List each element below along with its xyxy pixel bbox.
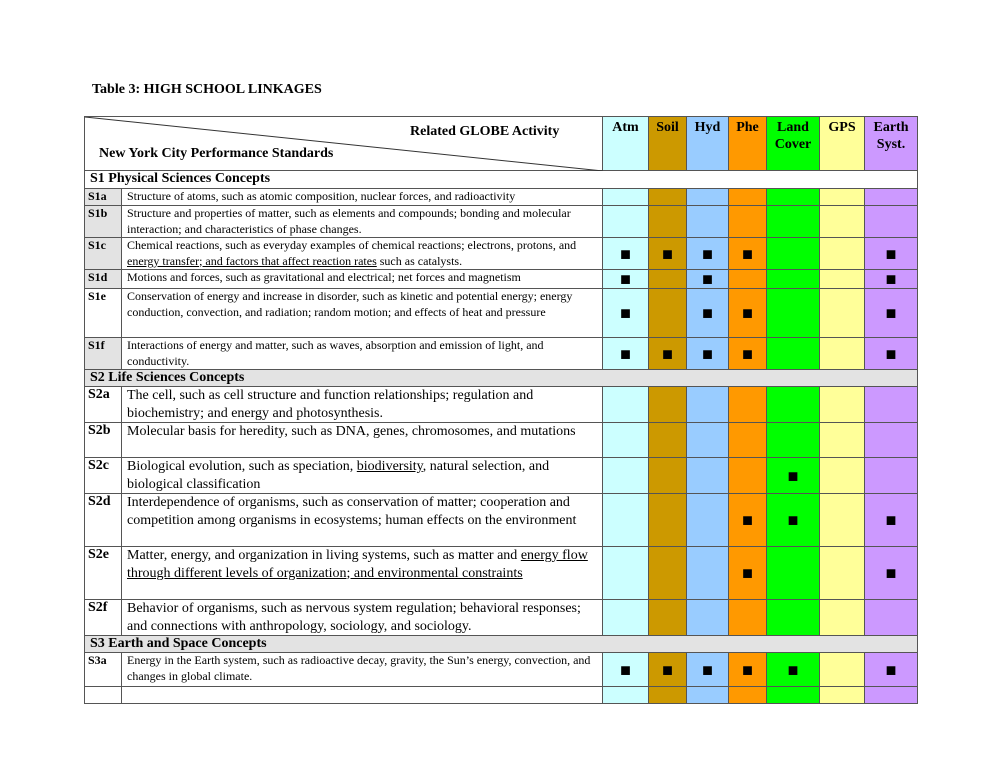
standard-description: Chemical reactions, such as everyday examples of chemical reactions; electrons, protons, and energy transfer; and factors that affect reaction rates such as catalysts. [122,238,603,270]
cell-hyd [687,206,729,238]
cell-gps [820,189,865,206]
cell-earth-syst [865,494,918,547]
cell-phe [729,653,767,687]
linkage-mark: ■ [662,243,673,264]
cell-hyd [687,270,729,289]
cell-atm [603,338,649,370]
cell-phe [729,270,767,289]
col-header-hyd: Hyd [687,117,729,171]
standard-description: Structure and properties of matter, such as elements and compounds; bonding and molecular interaction; and characteristics of phase changes. [122,206,603,238]
cell-earth-syst [865,423,918,458]
linkage-mark: ■ [787,510,799,530]
col-header-soil: Soil [649,117,687,171]
linkage-mark: ■ [620,343,631,364]
standards-label: New York City Performance Standards [99,146,334,161]
linkage-mark: ■ [742,659,753,680]
cell-soil [649,189,687,206]
standard-description: Energy in the Earth system, such as radioactive decay, gravity, the Sun’s energy, convection, and changes in global climate. [122,653,603,687]
cell-soil [649,206,687,238]
cell-gps [820,687,865,704]
cell-land-cover [767,189,820,206]
linkage-mark: ■ [885,510,897,530]
cell-soil [649,547,687,600]
linkage-mark: ■ [620,303,631,323]
cell-land-cover [767,653,820,687]
table-row [85,289,918,338]
cell-soil [649,238,687,270]
table-row [85,270,918,289]
cell-gps [820,458,865,494]
table-row [85,423,918,458]
section-header-row [85,636,918,653]
cell-hyd [687,338,729,370]
table-row [85,387,918,423]
standard-code: S1b [85,206,122,238]
cell-gps [820,387,865,423]
cell-earth-syst [865,238,918,270]
linkage-mark: ■ [742,303,753,323]
standard-code: S1d [85,270,122,289]
cell-earth-syst [865,289,918,338]
cell-soil [649,653,687,687]
underlined-text: biodiversity [356,459,423,474]
cell-earth-syst [865,270,918,289]
cell-land-cover [767,387,820,423]
related-activity-label: Related GLOBE Activity [410,124,560,139]
cell-land-cover [767,238,820,270]
cell-atm [603,494,649,547]
cell-gps [820,600,865,636]
linkage-mark: ■ [742,243,753,264]
linkage-mark: ■ [662,343,673,364]
empty-row [85,687,918,704]
standard-code: S3a [85,653,122,687]
cell-atm [603,189,649,206]
cell-hyd [687,494,729,547]
cell-soil [649,338,687,370]
cell-gps [820,206,865,238]
section-heading: S1 Physical Sciences Concepts [85,171,918,189]
col-header-gps: GPS [820,117,865,171]
cell-land-cover [767,289,820,338]
cell-land-cover [767,687,820,704]
cell-gps [820,547,865,600]
table-row [85,600,918,636]
standard-description: Behavior of organisms, such as nervous system regulation; behavioral responses; and connections with anthropology, sociology, and sociology. [122,600,603,636]
section-header-row [85,171,918,189]
cell-atm [603,206,649,238]
cell-phe [729,423,767,458]
standard-code: S2c [85,458,122,494]
cell-atm [603,289,649,338]
standard-description: The cell, such as cell structure and function relationships; regulation and biochemistry; and energy and photosynthesis. [122,387,603,423]
col-header-land-cover: Land Cover [767,117,820,171]
standard-description: Molecular basis for heredity, such as DNA, genes, chromosomes, and mutations [122,423,603,458]
empty-cell [122,687,603,704]
standard-description: Interdependence of organisms, such as conservation of matter; cooperation and competition among organisms in ecosystems; human effects on the environment [122,494,603,547]
col-header-atm: Atm [603,117,649,171]
linkage-mark: ■ [620,243,631,264]
header-row [85,117,918,171]
linkage-mark: ■ [702,243,713,264]
table-row [85,206,918,238]
cell-phe [729,687,767,704]
cell-land-cover [767,270,820,289]
underlined-text: energy flow through different levels of organization; and environmental constraints [127,548,588,581]
standard-code: S2e [85,547,122,600]
linkage-mark: ■ [885,303,897,323]
cell-gps [820,338,865,370]
cell-earth-syst [865,653,918,687]
cell-hyd [687,238,729,270]
standard-code: S2f [85,600,122,636]
cell-phe [729,547,767,600]
linkage-mark: ■ [662,659,673,680]
cell-hyd [687,687,729,704]
linkage-mark: ■ [742,563,753,583]
cell-atm [603,423,649,458]
standard-code: S1e [85,289,122,338]
cell-phe [729,289,767,338]
cell-hyd [687,653,729,687]
standard-description: Structure of atoms, such as atomic composition, nuclear forces, and radioactivity [122,189,603,206]
cell-phe [729,189,767,206]
cell-phe [729,387,767,423]
standard-description: Biological evolution, such as speciation, biodiversity, natural selection, and biological classification [122,458,603,494]
cell-atm [603,653,649,687]
linkage-mark: ■ [742,343,753,364]
section-heading: S3 Earth and Space Concepts [85,636,918,653]
cell-land-cover [767,458,820,494]
cell-hyd [687,289,729,338]
cell-phe [729,458,767,494]
cell-gps [820,653,865,687]
cell-gps [820,494,865,547]
standard-description: Interactions of energy and matter, such as waves, absorption and emission of light, and conductivity. [122,338,603,370]
linkage-mark: ■ [620,269,631,289]
standard-description: Motions and forces, such as gravitational and electrical; net forces and magnetism [122,270,603,289]
cell-soil [649,687,687,704]
cell-phe [729,600,767,636]
standard-code: S2d [85,494,122,547]
cell-phe [729,238,767,270]
cell-soil [649,423,687,458]
cell-earth-syst [865,687,918,704]
cell-atm [603,600,649,636]
linkage-mark: ■ [702,659,713,680]
cell-phe [729,494,767,547]
col-header-phe: Phe [729,117,767,171]
cell-phe [729,338,767,370]
cell-soil [649,289,687,338]
cell-earth-syst [865,338,918,370]
linkage-mark: ■ [702,269,713,289]
cell-atm [603,387,649,423]
table-row [85,547,918,600]
table-title: Table 3: HIGH SCHOOL LINKAGES [92,82,322,97]
linkage-mark: ■ [620,659,631,680]
cell-atm [603,687,649,704]
table-row [85,238,918,270]
cell-soil [649,494,687,547]
cell-earth-syst [865,600,918,636]
cell-soil [649,270,687,289]
cell-hyd [687,600,729,636]
cell-earth-syst [865,189,918,206]
cell-atm [603,547,649,600]
cell-hyd [687,189,729,206]
cell-soil [649,600,687,636]
table-row [85,494,918,547]
section-heading: S2 Life Sciences Concepts [85,370,918,387]
cell-land-cover [767,338,820,370]
linkage-mark: ■ [885,269,897,289]
cell-land-cover [767,600,820,636]
empty-cell [85,687,122,704]
cell-hyd [687,387,729,423]
table-row [85,338,918,370]
cell-soil [649,387,687,423]
cell-gps [820,289,865,338]
underlined-text: energy transfer; and factors that affect reaction rates [127,253,377,268]
table-body [85,117,918,704]
table-row [85,189,918,206]
table-row [85,458,918,494]
cell-land-cover [767,423,820,458]
linkages-table [84,116,918,704]
cell-land-cover [767,494,820,547]
table-row [85,653,918,687]
cell-atm [603,270,649,289]
cell-hyd [687,547,729,600]
linkage-mark: ■ [702,303,713,323]
linkage-mark: ■ [885,563,897,583]
cell-atm [603,458,649,494]
col-header-earth-syst: Earth Syst. [865,117,918,171]
linkage-mark: ■ [885,243,897,264]
section-header-row [85,370,918,387]
cell-hyd [687,458,729,494]
cell-earth-syst [865,458,918,494]
cell-gps [820,423,865,458]
cell-phe [729,206,767,238]
cell-land-cover [767,547,820,600]
standard-code: S2b [85,423,122,458]
cell-gps [820,238,865,270]
header-corner-cell [85,117,603,171]
standard-description: Conservation of energy and increase in disorder, such as kinetic and potential energy; energy conduction, convection, and radiation; random motion; and effects of heat and pressure [122,289,603,338]
standard-code: S1a [85,189,122,206]
linkage-mark: ■ [885,343,897,364]
standard-code: S2a [85,387,122,423]
cell-earth-syst [865,547,918,600]
linkage-mark: ■ [885,659,897,680]
linkage-mark: ■ [742,510,753,530]
linkage-mark: ■ [787,659,799,680]
cell-gps [820,270,865,289]
cell-earth-syst [865,387,918,423]
linkage-mark: ■ [702,343,713,364]
cell-hyd [687,423,729,458]
standard-description: Matter, energy, and organization in living systems, such as matter and energy flow through different levels of organization; and environmental constraints [122,547,603,600]
cell-atm [603,238,649,270]
standard-code: S1c [85,238,122,270]
cell-land-cover [767,206,820,238]
cell-earth-syst [865,206,918,238]
cell-soil [649,458,687,494]
linkage-mark: ■ [787,465,799,486]
standard-code: S1f [85,338,122,370]
